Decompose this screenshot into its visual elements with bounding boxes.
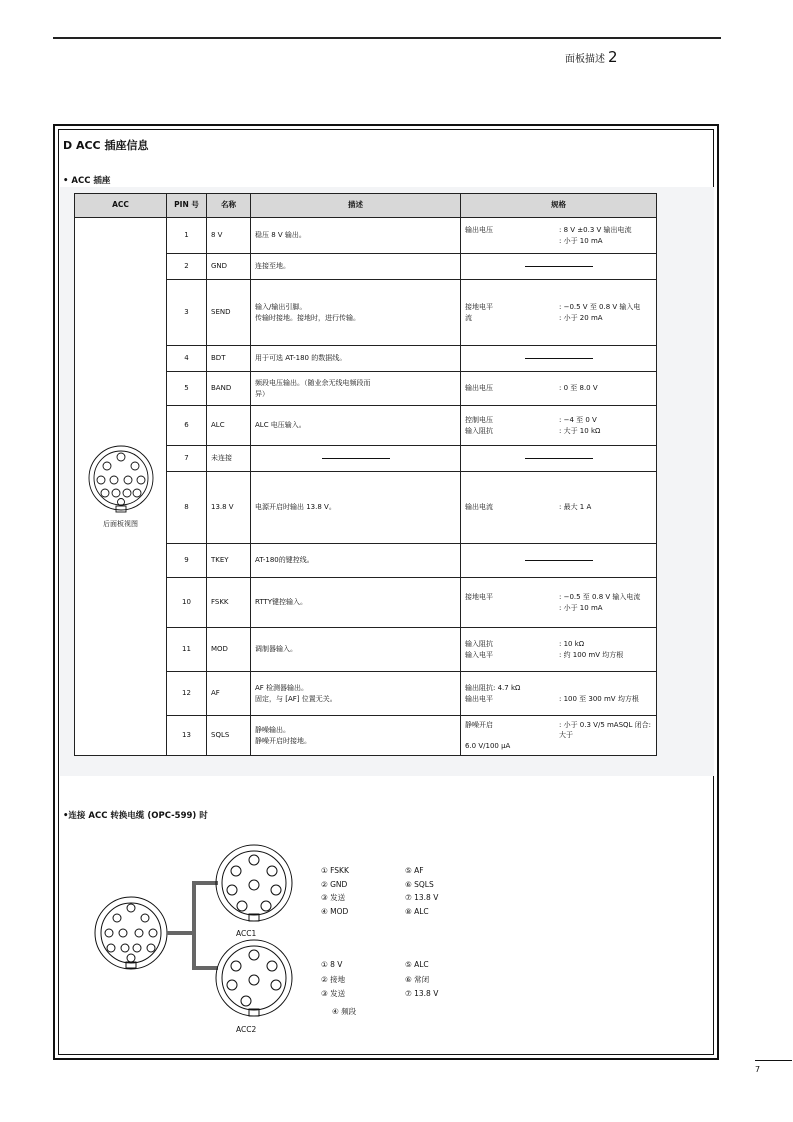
spec-value: : 小于 0.3 V/5 mASQL 闭合: 大于	[559, 721, 652, 740]
spec-value: : −0.5 V 至 0.8 V 输入电	[559, 303, 641, 312]
pin-spec	[461, 406, 657, 446]
spec-value: : 约 100 mV 均方根	[559, 650, 624, 659]
spec-line	[465, 720, 652, 740]
page-header	[565, 48, 618, 66]
pin-number: 4	[167, 346, 207, 372]
spec-line	[465, 639, 652, 649]
cable-subtitle: •连接 ACC 转换电缆 (OPC-599) 时	[63, 811, 208, 821]
pin-number: 2	[167, 254, 207, 280]
spec-key: 输出电压	[465, 226, 493, 235]
spec-key: 输出电平	[465, 694, 493, 703]
spec-value: : −0.5 至 0.8 V 输入电流	[559, 593, 641, 602]
pin-number: 8	[167, 472, 207, 544]
col-desc: 描述	[251, 194, 461, 218]
acc2-label: ACC2	[236, 1025, 257, 1034]
description-line: RTTY键控输入。	[255, 598, 308, 607]
acc1-connector-icon	[216, 845, 292, 921]
pin-spec	[461, 472, 657, 544]
description-line: 稳压 8 V 输出。	[255, 231, 306, 240]
pin-spec	[461, 446, 657, 472]
spec-value: : 8 V ±0.3 V 输出电流	[559, 226, 632, 235]
description-line: 固定，与 [AF] 位置无关。	[255, 694, 337, 703]
pin-name: TKEY	[207, 544, 251, 578]
not-applicable-dash	[525, 358, 593, 359]
pin-spec	[461, 218, 657, 254]
pin-legend-item: ⑦ 13.8 V	[405, 893, 439, 902]
pin-spec	[461, 372, 657, 406]
rear-panel-connector-cell	[75, 218, 167, 756]
spec-key: 接地电平	[465, 303, 493, 312]
not-applicable-dash	[525, 560, 593, 561]
pin-legend-item: ② 接地	[321, 974, 346, 984]
footer-rule	[755, 1060, 792, 1061]
rear-panel-connector-icon	[84, 444, 158, 514]
pin-name: AF	[207, 672, 251, 716]
pin-description	[251, 280, 461, 346]
col-name: 名称	[207, 194, 251, 218]
pin-description	[251, 218, 461, 254]
spec-value	[559, 683, 652, 693]
spec-line	[465, 225, 652, 235]
pin-number: 3	[167, 280, 207, 346]
pin-name: MOD	[207, 628, 251, 672]
main-connector-icon	[95, 897, 167, 969]
pin-spec	[461, 280, 657, 346]
spec-value: : 100 至 300 mV 均方根	[559, 694, 639, 703]
pin-spec	[461, 346, 657, 372]
spec-key: 流	[465, 313, 472, 322]
spec-value: : 0 至 8.0 V	[559, 384, 598, 393]
pin-legend-item: ① FSKK	[321, 866, 349, 875]
spec-line	[465, 302, 652, 312]
pin-description	[251, 628, 461, 672]
rear-panel-label: 后面板视图	[103, 520, 138, 528]
spec-key: 接地电平	[465, 593, 493, 602]
pin-name: 未连接	[207, 446, 251, 472]
pin-number: 12	[167, 672, 207, 716]
description-line: 调制器输入。	[255, 645, 297, 654]
spec-value: : 10 kΩ	[559, 640, 585, 649]
pin-description	[251, 544, 461, 578]
description-line: AF 检测器输出。	[255, 684, 309, 693]
spec-line	[465, 426, 652, 436]
pin-number: 6	[167, 406, 207, 446]
spec-key: 输入电平	[465, 650, 493, 659]
spec-line	[465, 313, 652, 323]
pin-name: 13.8 V	[207, 472, 251, 544]
description-line: ALC 电压输入。	[255, 421, 306, 430]
pin-legend-item: ④ MOD	[321, 906, 349, 916]
spec-key	[465, 236, 559, 246]
pin-number: 1	[167, 218, 207, 254]
pin-number: 9	[167, 544, 207, 578]
pin-number: 13	[167, 716, 207, 756]
description-line: 静噪开启时接地。	[255, 736, 311, 745]
description-line: 静噪输出。	[255, 726, 290, 735]
pin-legend-item: ⑤ AF	[405, 866, 424, 875]
spec-line	[465, 741, 652, 751]
spec-line	[465, 694, 652, 704]
description-line: 频段电压输出。（随业余无线电频段而	[255, 379, 371, 388]
section-title: D ACC 插座信息	[63, 139, 149, 152]
pin-number: 10	[167, 578, 207, 628]
pin-number: 5	[167, 372, 207, 406]
pin-spec	[461, 672, 657, 716]
col-pin: PIN 号	[167, 194, 207, 218]
spec-key: 6.0 V/100 μA	[465, 741, 511, 750]
acc2-connector-icon	[216, 940, 292, 1016]
pin-description	[251, 254, 461, 280]
pin-description	[251, 346, 461, 372]
pin-spec	[461, 544, 657, 578]
pin-name: SEND	[207, 280, 251, 346]
not-applicable-dash	[525, 266, 593, 267]
acc1-label: ACC1	[236, 929, 257, 938]
spec-value: : 小于 10 mA	[559, 236, 603, 245]
description-line: AT-180的键控线。	[255, 556, 314, 565]
pin-legend-item: ③ 发送	[321, 893, 346, 902]
pin-legend-item: ⑥ SQLS	[405, 879, 434, 889]
opc599-cable-diagram	[86, 838, 296, 1038]
pin-name: SQLS	[207, 716, 251, 756]
spec-line	[465, 683, 652, 693]
pin-legend-item: ⑤ ALC	[405, 960, 429, 969]
pin-description	[251, 716, 461, 756]
table-row	[75, 218, 657, 254]
spec-line	[465, 236, 652, 246]
pin-name: BAND	[207, 372, 251, 406]
pin-description	[251, 672, 461, 716]
spec-line	[465, 415, 652, 425]
pin-spec	[461, 254, 657, 280]
pin-name: GND	[207, 254, 251, 280]
pin-legend-item: ⑧ ALC	[405, 906, 429, 916]
pin-legend-item: ① 8 V	[321, 960, 343, 969]
spec-value	[559, 741, 652, 751]
table-header-row	[75, 194, 657, 218]
spec-line	[465, 650, 652, 660]
description-line: 输入/输出引脚。	[255, 303, 307, 312]
description-line: 用于可选 AT-180 的数据线。	[255, 354, 347, 363]
spec-key: 输出电流	[465, 503, 493, 512]
pin-description	[251, 472, 461, 544]
pin-legend-item: ③ 发送	[321, 989, 346, 998]
pin-spec	[461, 578, 657, 628]
pin-description	[251, 406, 461, 446]
description-line: 异）	[255, 389, 269, 398]
spec-value: : 小于 10 mA	[559, 603, 603, 612]
pin-number: 7	[167, 446, 207, 472]
spec-key: 输入阻抗	[465, 426, 493, 435]
spec-value: : 最大 1 A	[559, 503, 592, 512]
pin-name: 8 V	[207, 218, 251, 254]
acc2-legend-last: ④ 频段	[332, 1007, 357, 1016]
header-title: 面板描述	[565, 54, 605, 65]
spec-value: : 小于 20 mA	[559, 313, 603, 322]
spec-key: 输出阻抗: 4.7 kΩ	[465, 684, 521, 693]
spec-line	[465, 592, 652, 602]
chapter-number: 2	[608, 48, 618, 66]
acc-pin-table	[74, 193, 657, 756]
pin-name: ALC	[207, 406, 251, 446]
pin-number: 11	[167, 628, 207, 672]
spec-key: 输入阻抗	[465, 640, 493, 649]
pin-description	[251, 446, 461, 472]
description-line: 电源开启时输出 13.8 V。	[255, 503, 336, 512]
spec-key	[465, 603, 559, 613]
page-number: 7	[755, 1065, 761, 1074]
spec-line	[465, 603, 652, 613]
pin-description	[251, 578, 461, 628]
spec-key: 控制电压	[465, 416, 493, 425]
spec-key: 输出电压	[465, 384, 493, 393]
pin-legend-item: ⑦ 13.8 V	[405, 989, 439, 998]
pin-spec	[461, 716, 657, 756]
spec-key: 静噪开启	[465, 721, 493, 730]
pin-spec	[461, 628, 657, 672]
header-rule	[53, 37, 721, 39]
not-applicable-dash	[322, 458, 390, 459]
cable-lines	[167, 883, 218, 968]
pin-name: FSKK	[207, 578, 251, 628]
pin-legend-item: ⑥ 常闭	[405, 974, 430, 984]
spec-value: : −4 至 0 V	[559, 416, 597, 425]
col-acc: ACC	[75, 194, 167, 218]
not-applicable-dash	[525, 458, 593, 459]
spec-line	[465, 383, 652, 393]
description-line: 传输时接地。接地时，进行传输。	[255, 313, 360, 322]
pin-legend-item: ② GND	[321, 879, 348, 889]
description-line: 连接至地。	[255, 262, 290, 271]
acc-socket-subtitle: • ACC 插座	[63, 176, 111, 186]
pin-description	[251, 372, 461, 406]
spec-value: : 大于 10 kΩ	[559, 426, 601, 435]
col-spec: 规格	[461, 194, 657, 218]
spec-line	[465, 502, 652, 512]
pin-name: BDT	[207, 346, 251, 372]
